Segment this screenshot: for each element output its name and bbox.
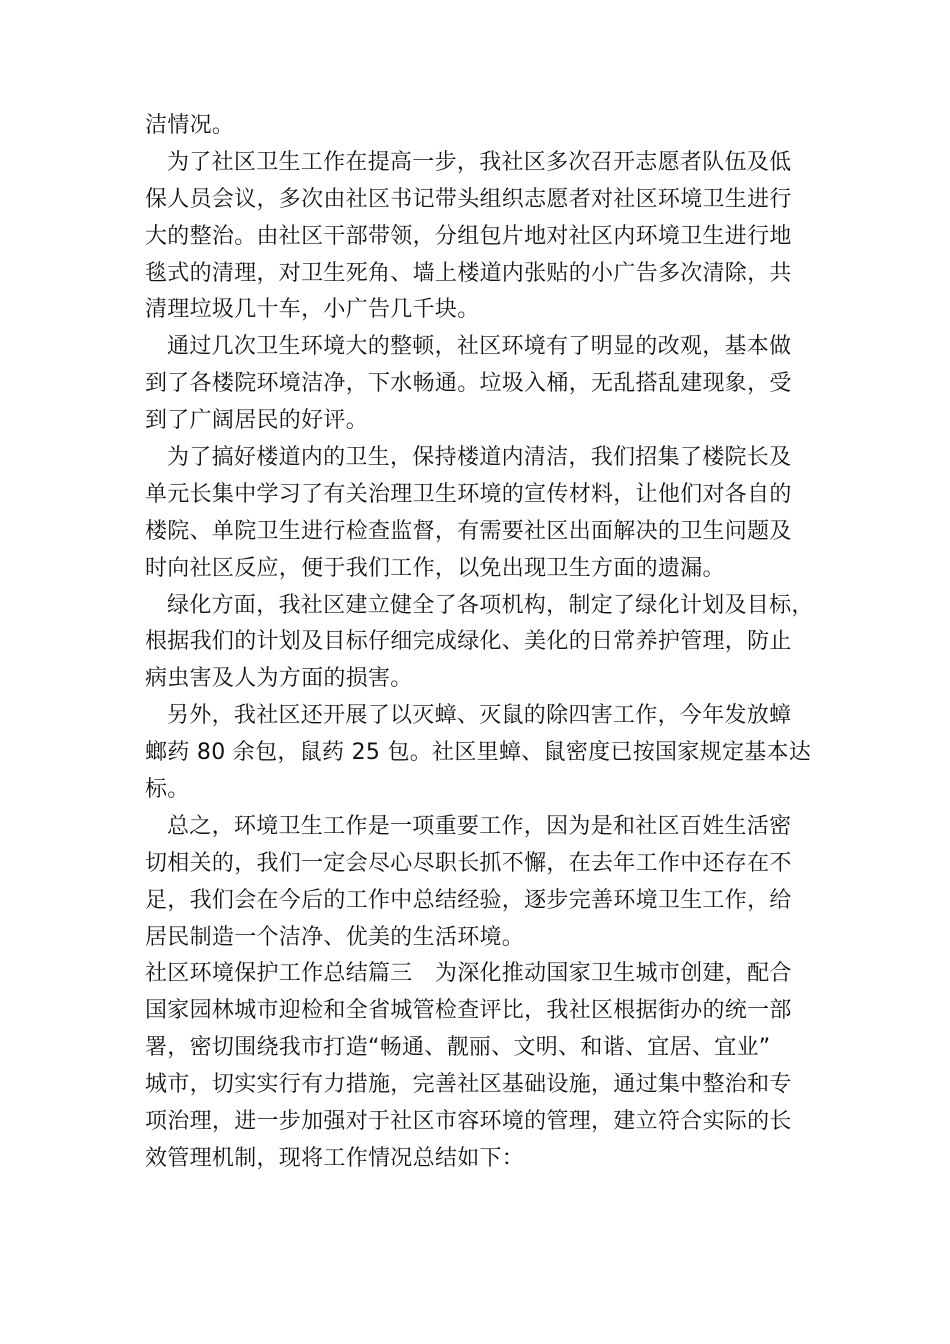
- text-line: 为了社区卫生工作在提高一步，我社区多次召开志愿者队伍及低: [167, 149, 792, 175]
- document-body: [145, 108, 817, 1178]
- text-line: 居民制造一个洁净、优美的生活环境。: [145, 924, 525, 950]
- text-line: 切相关的，我们一定会尽心尽职长抓不懈，在去年工作中还存在不: [145, 850, 792, 876]
- text-line: 毯式的清理，对卫生死角、墙上楼道内张贴的小广告多次清除，共: [145, 260, 792, 286]
- text-line: 绿化方面，我社区建立健全了各项机构，制定了绿化计划及目标，: [167, 592, 814, 618]
- text-line: 单元长集中学习了有关治理卫生环境的宣传材料，让他们对各自的: [145, 481, 792, 507]
- text-line: 足，我们会在今后的工作中总结经验，逐步完善环境卫生工作，给: [145, 887, 792, 913]
- text-line: 到了广阔居民的好评。: [145, 408, 369, 434]
- text-line: 螂药 80 余包，鼠药 25 包。社区里蟑、鼠密度已按国家规定基本达: [145, 740, 812, 766]
- text-line: 病虫害及人为方面的损害。: [145, 666, 413, 692]
- text-line: 城市，切实实行有力措施，完善社区基础设施，通过集中整治和专: [145, 1072, 792, 1098]
- text-line: 总之，环境卫生工作是一项重要工作，因为是和社区百姓生活密: [167, 813, 792, 839]
- text-line: 洁情况。: [145, 113, 235, 138]
- text-line: 清理垃圾几十车，小广告几千块。: [145, 297, 480, 323]
- text-line: 另外，我社区还开展了以灭蟑、灭鼠的除四害工作，今年发放蟑: [167, 703, 792, 729]
- text-line: 大的整治。由社区干部带领，分组包片地对社区内环境卫生进行地: [145, 223, 792, 249]
- text-line: 效管理机制，现将工作情况总结如下：: [145, 1145, 525, 1171]
- text-line: 署，密切围绕我市打造“畅通、靓丽、文明、和谐、宜居、宜业”: [145, 1035, 771, 1061]
- text-line: 根据我们的计划及目标仔细完成绿化、美化的日常养护管理，防止: [145, 629, 792, 655]
- text-line: 社区环境保护工作总结篇三 为深化推动国家卫生城市创建，配合: [145, 961, 792, 987]
- text-line: 楼院、单院卫生进行检查监督，有需要社区出面解决的卫生问题及: [145, 518, 792, 544]
- text-line: 保人员会议，多次由社区书记带头组织志愿者对社区环境卫生进行: [145, 186, 792, 212]
- text-line: 到了各楼院环境洁净，下水畅通。垃圾入桶，无乱搭乱建现象，受: [145, 371, 792, 397]
- text-line: 为了搞好楼道内的卫生，保持楼道内清洁，我们招集了楼院长及: [167, 445, 792, 471]
- text-line: 通过几次卫生环境大的整顿，社区环境有了明显的改观，基本做: [167, 334, 792, 360]
- text-line: 国家园林城市迎检和全省城管检查评比，我社区根据街办的统一部: [145, 998, 792, 1024]
- text-line: 项治理，进一步加强对于社区市容环境的管理，建立符合实际的长: [145, 1109, 792, 1135]
- text-line: 时向社区反应，便于我们工作，以免出现卫生方面的遗漏。: [145, 555, 725, 581]
- text-line: 标。: [145, 777, 190, 803]
